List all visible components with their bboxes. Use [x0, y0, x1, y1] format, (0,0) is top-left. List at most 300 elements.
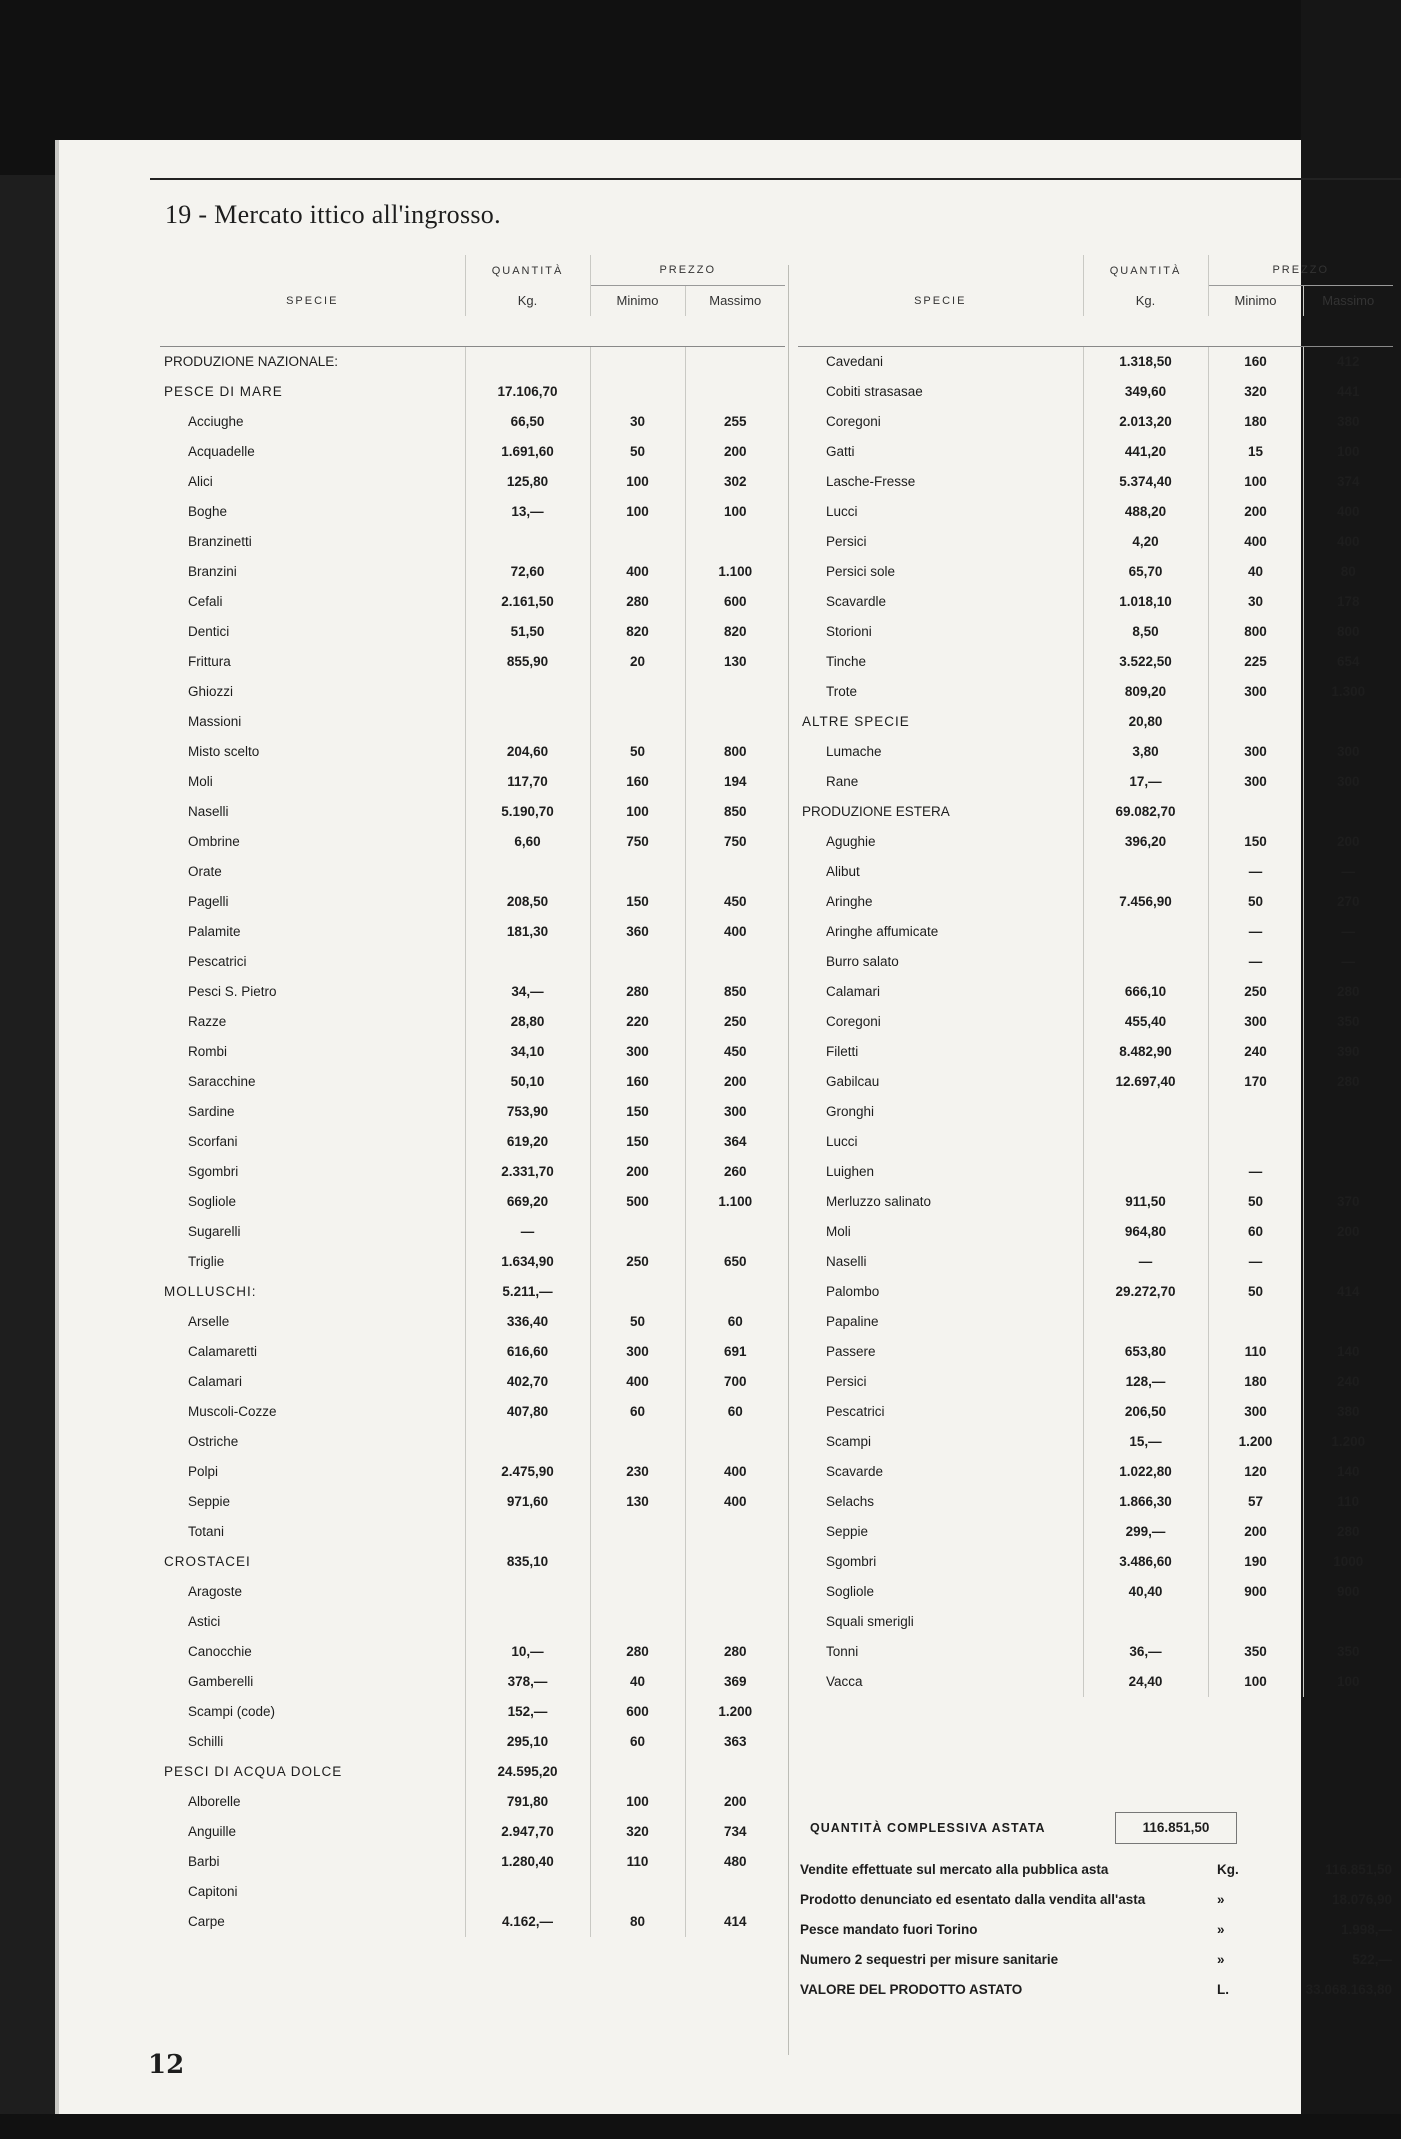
- price-max-cell: [685, 677, 785, 707]
- species-cell: Pescatrici: [826, 1404, 885, 1419]
- species-cell: Aringhe affumicate: [826, 924, 939, 939]
- price-min-cell: 800: [1208, 617, 1303, 647]
- table-row: [160, 887, 785, 917]
- summary-row: [800, 1975, 1392, 2005]
- table-row: [160, 1157, 785, 1187]
- table-row: [798, 797, 1393, 827]
- price-max-cell: 200: [1303, 1217, 1393, 1247]
- summary-label: Prodotto denunciato ed esentato dalla vendita all'asta: [800, 1892, 1146, 1907]
- price-min-cell: 100: [590, 497, 685, 527]
- quantity-cell: 911,50: [1083, 1187, 1208, 1217]
- price-max-cell: [685, 707, 785, 737]
- quantity-cell: 4,20: [1083, 527, 1208, 557]
- species-cell: Ghiozzi: [188, 684, 234, 699]
- quantity-cell: 8,50: [1083, 617, 1208, 647]
- price-max-cell: 255: [685, 407, 785, 437]
- table-row: [160, 1547, 785, 1577]
- quantity-cell: 407,80: [465, 1397, 590, 1427]
- quantity-cell: 855,90: [465, 647, 590, 677]
- species-cell: Palombo: [826, 1284, 880, 1299]
- quantity-cell: 396,20: [1083, 827, 1208, 857]
- table-row: [798, 1517, 1393, 1547]
- species-cell: Gabilcau: [826, 1074, 880, 1089]
- table-row: [160, 1007, 785, 1037]
- species-cell: Coregoni: [826, 1014, 881, 1029]
- table-row: [798, 737, 1393, 767]
- table-row: [798, 1187, 1393, 1217]
- table-row: [798, 1277, 1393, 1307]
- species-cell: Misto scelto: [188, 744, 260, 759]
- species-cell: Persici sole: [826, 564, 896, 579]
- page-title: 19 - Mercato ittico all'ingrosso.: [165, 200, 501, 229]
- price-max-cell: 260: [685, 1157, 785, 1187]
- price-min-cell: [590, 1277, 685, 1307]
- quantity-cell: 653,80: [1083, 1337, 1208, 1367]
- price-max-cell: [685, 857, 785, 887]
- quantity-cell: 378,—: [465, 1667, 590, 1697]
- quantity-cell: 666,10: [1083, 977, 1208, 1007]
- species-cell: Filetti: [826, 1044, 859, 1059]
- price-max-cell: 100: [1303, 1667, 1393, 1697]
- summary-value: 33.068.163,80: [1305, 1982, 1392, 1997]
- price-min-cell: [590, 947, 685, 977]
- price-min-cell: [590, 1517, 685, 1547]
- quantity-cell: [465, 1877, 590, 1907]
- species-cell: PESCI DI ACQUA DOLCE: [164, 1764, 343, 1779]
- species-cell: Pagelli: [188, 894, 229, 909]
- table-row: [160, 1847, 785, 1877]
- price-min-cell: —: [1208, 917, 1303, 947]
- table-row: [160, 1487, 785, 1517]
- price-min-cell: 300: [590, 1037, 685, 1067]
- price-max-cell: 300: [1303, 767, 1393, 797]
- species-cell: Branzini: [188, 564, 237, 579]
- quantity-cell: 72,60: [465, 557, 590, 587]
- table-row: [160, 1457, 785, 1487]
- price-max-cell: 300: [1303, 737, 1393, 767]
- col-header-minimo: Minimo: [590, 286, 685, 317]
- price-min-cell: 300: [1208, 677, 1303, 707]
- species-cell: Naselli: [826, 1254, 867, 1269]
- species-cell: Pescatrici: [188, 954, 247, 969]
- table-row: [160, 1397, 785, 1427]
- table-row: [160, 857, 785, 887]
- quantity-cell: 4.162,—: [465, 1907, 590, 1937]
- quantity-cell: 1.866,30: [1083, 1487, 1208, 1517]
- table-row: [160, 1427, 785, 1457]
- price-max-cell: 1.300: [1303, 677, 1393, 707]
- price-max-cell: 800: [1303, 617, 1393, 647]
- price-max-cell: 400: [1303, 497, 1393, 527]
- price-min-cell: [1208, 707, 1303, 737]
- price-min-cell: 30: [1208, 587, 1303, 617]
- price-max-cell: 100: [685, 497, 785, 527]
- price-min-cell: 200: [1208, 1517, 1303, 1547]
- species-cell: Cefali: [188, 594, 223, 609]
- species-cell: Moli: [188, 774, 213, 789]
- price-min-cell: 50: [590, 737, 685, 767]
- price-min-cell: 500: [590, 1187, 685, 1217]
- species-cell: Seppie: [826, 1524, 869, 1539]
- price-max-cell: 600: [685, 587, 785, 617]
- table-row: [798, 647, 1393, 677]
- price-min-cell: 80: [590, 1907, 685, 1937]
- price-min-cell: 190: [1208, 1547, 1303, 1577]
- species-cell: Alibut: [826, 864, 860, 879]
- species-cell: Agughie: [826, 834, 876, 849]
- price-max-cell: 60: [685, 1397, 785, 1427]
- price-min-cell: 230: [590, 1457, 685, 1487]
- species-cell: Persici: [826, 1374, 867, 1389]
- table-row: [798, 527, 1393, 557]
- price-max-cell: [685, 527, 785, 557]
- price-min-cell: 300: [1208, 737, 1303, 767]
- table-row: [798, 1577, 1393, 1607]
- species-cell: Totani: [188, 1524, 225, 1539]
- quantity-cell: 34,10: [465, 1037, 590, 1067]
- price-max-cell: 820: [685, 617, 785, 647]
- price-min-cell: 250: [1208, 977, 1303, 1007]
- col-header-quantita: [465, 255, 590, 316]
- price-min-cell: [1208, 1607, 1303, 1637]
- right-table: [798, 255, 1393, 1697]
- species-cell: Tonni: [826, 1644, 859, 1659]
- table-row: [160, 707, 785, 737]
- species-cell: Razze: [188, 1014, 227, 1029]
- species-cell: Lasche-Fresse: [826, 474, 916, 489]
- table-row: [160, 1187, 785, 1217]
- table-row: [798, 767, 1393, 797]
- col-header-massimo: Massimo: [1303, 286, 1393, 317]
- price-min-cell: 225: [1208, 647, 1303, 677]
- quantity-cell: 2.475,90: [465, 1457, 590, 1487]
- species-cell: Scampi: [826, 1434, 872, 1449]
- table-row: [160, 737, 785, 767]
- price-max-cell: 178: [1303, 587, 1393, 617]
- table-row: [798, 617, 1393, 647]
- table-row: [160, 1217, 785, 1247]
- species-cell: Tinche: [826, 654, 867, 669]
- quantity-cell: 488,20: [1083, 497, 1208, 527]
- species-cell: Orate: [188, 864, 222, 879]
- price-min-cell: 60: [590, 1397, 685, 1427]
- species-cell: Acquadelle: [188, 444, 255, 459]
- table-row: [160, 1097, 785, 1127]
- price-max-cell: [685, 1277, 785, 1307]
- price-min-cell: 160: [590, 767, 685, 797]
- price-max-cell: 200: [685, 1067, 785, 1097]
- species-cell: Moli: [826, 1224, 851, 1239]
- quantity-cell: 619,20: [465, 1127, 590, 1157]
- price-min-cell: [590, 677, 685, 707]
- summary-unit: L.: [1217, 1982, 1229, 1997]
- quantity-cell: 128,—: [1083, 1367, 1208, 1397]
- price-max-cell: [1303, 707, 1393, 737]
- quantity-cell: 7.456,90: [1083, 887, 1208, 917]
- col-header-prezzo: PREZZO: [1208, 255, 1393, 286]
- quantity-cell: 441,20: [1083, 437, 1208, 467]
- price-max-cell: 302: [685, 467, 785, 497]
- price-max-cell: 280: [1303, 1067, 1393, 1097]
- quantity-cell: 208,50: [465, 887, 590, 917]
- quantity-cell: 20,80: [1083, 707, 1208, 737]
- species-cell: Canocchie: [188, 1644, 252, 1659]
- price-max-cell: 380: [1303, 1397, 1393, 1427]
- table-row: [798, 377, 1393, 407]
- quantity-cell: 835,10: [465, 1547, 590, 1577]
- table-row: [160, 1787, 785, 1817]
- species-cell: Cobiti strasasae: [826, 384, 923, 399]
- price-min-cell: 40: [590, 1667, 685, 1697]
- species-cell: Sgombri: [826, 1554, 877, 1569]
- price-max-cell: 110: [1303, 1487, 1393, 1517]
- table-row: [798, 347, 1393, 378]
- species-cell: Lucci: [826, 504, 858, 519]
- price-max-cell: [685, 1607, 785, 1637]
- species-cell: Sardine: [188, 1104, 235, 1119]
- summary-row: [800, 1915, 1392, 1945]
- table-row: [160, 1757, 785, 1787]
- price-min-cell: 320: [590, 1817, 685, 1847]
- table-row: [160, 347, 785, 378]
- price-max-cell: [685, 947, 785, 977]
- price-min-cell: 120: [1208, 1457, 1303, 1487]
- table-row: [160, 1307, 785, 1337]
- price-max-cell: 400: [685, 1457, 785, 1487]
- right-table-body: [798, 347, 1393, 1698]
- quantity-cell: [465, 1517, 590, 1547]
- table-row: [798, 557, 1393, 587]
- quantity-cell: 24,40: [1083, 1667, 1208, 1697]
- price-max-cell: 450: [685, 887, 785, 917]
- species-cell: Scavardle: [826, 594, 887, 609]
- price-max-cell: 480: [685, 1847, 785, 1877]
- price-min-cell: [1208, 1127, 1303, 1157]
- price-max-cell: 140: [1303, 1337, 1393, 1367]
- summary-value: 18.076,90: [1331, 1892, 1392, 1907]
- species-cell: Gronghi: [826, 1104, 875, 1119]
- summary-value: 116.851,50: [1325, 1862, 1392, 1877]
- summary-value: 1.998,—: [1340, 1922, 1392, 1937]
- table-row: [798, 977, 1393, 1007]
- species-cell: Barbi: [188, 1854, 220, 1869]
- col-header-quantita: [1083, 255, 1208, 316]
- quantity-cell: 3,80: [1083, 737, 1208, 767]
- price-min-cell: 200: [590, 1157, 685, 1187]
- price-max-cell: 1.100: [685, 557, 785, 587]
- price-min-cell: 350: [1208, 1637, 1303, 1667]
- quantity-cell: [1083, 1127, 1208, 1157]
- quantity-cell: 1.280,40: [465, 1847, 590, 1877]
- price-max-cell: 250: [685, 1007, 785, 1037]
- quantity-cell: 1.634,90: [465, 1247, 590, 1277]
- quantity-cell: [465, 677, 590, 707]
- price-min-cell: 360: [590, 917, 685, 947]
- price-min-cell: [590, 1217, 685, 1247]
- quantity-cell: —: [465, 1217, 590, 1247]
- quantity-cell: 15,—: [1083, 1427, 1208, 1457]
- species-cell: Triglie: [188, 1254, 225, 1269]
- price-max-cell: 369: [685, 1667, 785, 1697]
- table-row: [160, 767, 785, 797]
- table-row: [160, 1907, 785, 1937]
- species-cell: Saracchine: [188, 1074, 256, 1089]
- table-row: [798, 1097, 1393, 1127]
- price-max-cell: 363: [685, 1727, 785, 1757]
- table-row: [798, 1367, 1393, 1397]
- table-row: [798, 887, 1393, 917]
- quantity-cell: 181,30: [465, 917, 590, 947]
- price-max-cell: 80: [1303, 557, 1393, 587]
- quantity-cell: 40,40: [1083, 1577, 1208, 1607]
- species-cell: Merluzzo salinato: [826, 1194, 932, 1209]
- species-cell: Passere: [826, 1344, 876, 1359]
- species-cell: Luighen: [826, 1164, 875, 1179]
- quantity-cell: 3.486,60: [1083, 1547, 1208, 1577]
- price-min-cell: 150: [590, 1097, 685, 1127]
- quantity-cell: [1083, 857, 1208, 887]
- price-min-cell: 400: [590, 1367, 685, 1397]
- table-row: [798, 1607, 1393, 1637]
- price-max-cell: 800: [685, 737, 785, 767]
- price-max-cell: [685, 1547, 785, 1577]
- species-cell: CROSTACEI: [164, 1554, 251, 1569]
- price-min-cell: [590, 347, 685, 378]
- table-row: [160, 977, 785, 1007]
- quantity-cell: 616,60: [465, 1337, 590, 1367]
- quantity-cell: 1.022,80: [1083, 1457, 1208, 1487]
- price-min-cell: 150: [590, 1127, 685, 1157]
- quantity-cell: 152,—: [465, 1697, 590, 1727]
- price-max-cell: 350: [1303, 1007, 1393, 1037]
- price-min-cell: 280: [590, 977, 685, 1007]
- table-row: [798, 1397, 1393, 1427]
- quantity-cell: 69.082,70: [1083, 797, 1208, 827]
- price-min-cell: [590, 1607, 685, 1637]
- table-row: [160, 497, 785, 527]
- table-row: [798, 1427, 1393, 1457]
- col-header-minimo: Minimo: [1208, 286, 1303, 317]
- table-row: [798, 1247, 1393, 1277]
- species-cell: Anguille: [188, 1824, 237, 1839]
- quantity-cell: 5.190,70: [465, 797, 590, 827]
- price-min-cell: 50: [1208, 887, 1303, 917]
- species-cell: Capitoni: [188, 1884, 238, 1899]
- price-max-cell: [1303, 1157, 1393, 1187]
- price-min-cell: 50: [1208, 1187, 1303, 1217]
- quantity-cell: 3.522,50: [1083, 647, 1208, 677]
- price-min-cell: [590, 1757, 685, 1787]
- price-min-cell: 900: [1208, 1577, 1303, 1607]
- table-row: [160, 1607, 785, 1637]
- quantity-cell: 1.691,60: [465, 437, 590, 467]
- species-cell: Sgombri: [188, 1164, 239, 1179]
- species-cell: Rane: [826, 774, 859, 789]
- price-max-cell: [685, 1517, 785, 1547]
- price-max-cell: 380: [1303, 407, 1393, 437]
- summary-unit: »: [1217, 1892, 1225, 1907]
- col-header-prezzo: PREZZO: [590, 255, 785, 286]
- quantity-cell: [465, 1607, 590, 1637]
- col-header-specie: SPECIE: [286, 295, 339, 307]
- table-row: [798, 1217, 1393, 1247]
- price-min-cell: 170: [1208, 1067, 1303, 1097]
- price-min-cell: 60: [1208, 1217, 1303, 1247]
- table-row: [798, 467, 1393, 497]
- species-cell: PRODUZIONE NAZIONALE:: [164, 354, 339, 369]
- price-min-cell: 160: [590, 1067, 685, 1097]
- quantity-cell: 964,80: [1083, 1217, 1208, 1247]
- table-row: [160, 467, 785, 497]
- price-min-cell: 57: [1208, 1487, 1303, 1517]
- price-max-cell: 1.100: [685, 1187, 785, 1217]
- species-cell: Gamberelli: [188, 1674, 254, 1689]
- table-row: [798, 917, 1393, 947]
- quantity-cell: 1.318,50: [1083, 347, 1208, 378]
- quantity-cell: 402,70: [465, 1367, 590, 1397]
- quantity-cell: 6,60: [465, 827, 590, 857]
- price-min-cell: 280: [590, 587, 685, 617]
- quantity-cell: 204,60: [465, 737, 590, 767]
- species-cell: Papaline: [826, 1314, 879, 1329]
- summary-label: Numero 2 sequestri per misure sanitarie: [800, 1952, 1059, 1967]
- price-max-cell: [1303, 1127, 1393, 1157]
- table-row: [160, 917, 785, 947]
- page-number: 12: [148, 2050, 185, 2080]
- col-header-quantita-label: QUANTITÀ: [1109, 265, 1182, 277]
- summary-unit: Kg.: [1217, 1862, 1239, 1877]
- price-min-cell: 50: [590, 437, 685, 467]
- price-max-cell: 270: [1303, 887, 1393, 917]
- summary-label: Vendite effettuate sul mercato alla pubblica asta: [800, 1862, 1109, 1877]
- table-row: [798, 1007, 1393, 1037]
- price-min-cell: 110: [590, 1847, 685, 1877]
- species-cell: PESCE DI MARE: [164, 384, 283, 399]
- price-max-cell: 400: [1303, 527, 1393, 557]
- price-min-cell: [590, 1877, 685, 1907]
- quantity-cell: 299,—: [1083, 1517, 1208, 1547]
- species-cell: Calamari: [188, 1374, 243, 1389]
- quantity-cell: 17,—: [1083, 767, 1208, 797]
- table-row: [160, 947, 785, 977]
- price-min-cell: 150: [590, 887, 685, 917]
- summary-label: VALORE DEL PRODOTTO ASTATO: [800, 1982, 1023, 1997]
- summary-value: 522,—: [1352, 1952, 1392, 1967]
- price-min-cell: 180: [1208, 407, 1303, 437]
- table-row: [798, 857, 1393, 887]
- price-min-cell: 100: [590, 1787, 685, 1817]
- species-cell: Calamari: [826, 984, 881, 999]
- table-row: [160, 437, 785, 467]
- quantity-cell: 51,50: [465, 617, 590, 647]
- price-min-cell: 240: [1208, 1037, 1303, 1067]
- species-cell: Pesci S. Pietro: [188, 984, 277, 999]
- price-max-cell: 200: [685, 437, 785, 467]
- quantity-cell: 13,—: [465, 497, 590, 527]
- price-max-cell: 691: [685, 1337, 785, 1367]
- quantity-cell: [465, 527, 590, 557]
- price-max-cell: 374: [1303, 467, 1393, 497]
- price-min-cell: 40: [1208, 557, 1303, 587]
- species-cell: Frittura: [188, 654, 231, 669]
- price-min-cell: 320: [1208, 377, 1303, 407]
- table-row: [160, 1127, 785, 1157]
- quantity-cell: 125,80: [465, 467, 590, 497]
- species-cell: Squali smerigli: [826, 1614, 914, 1629]
- quantity-cell: [1083, 1097, 1208, 1127]
- price-max-cell: 900: [1303, 1577, 1393, 1607]
- price-max-cell: 441: [1303, 377, 1393, 407]
